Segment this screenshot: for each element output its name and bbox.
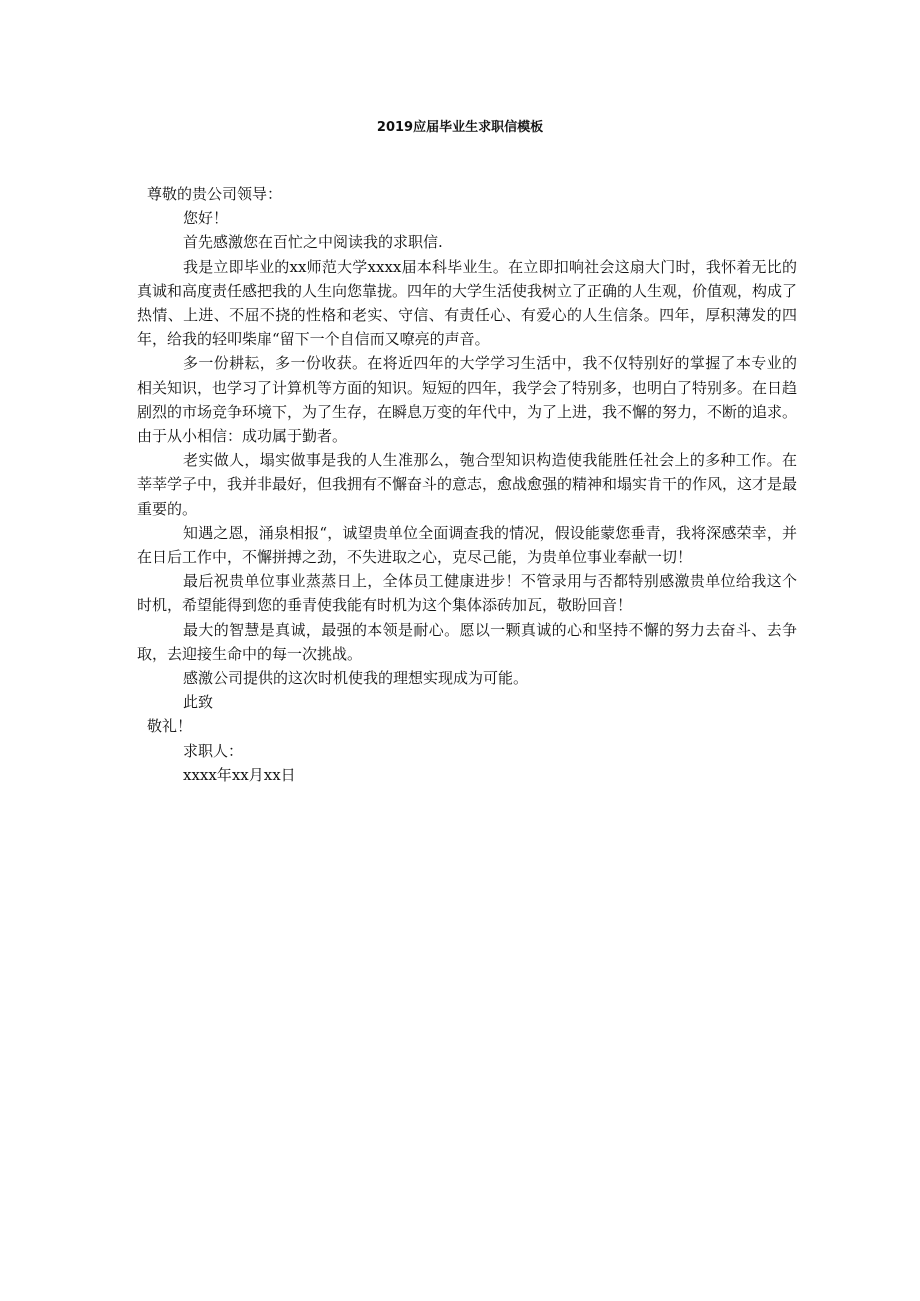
document-title: 2019应届毕业生求职信模板 <box>376 120 544 135</box>
closing-jingli: 敬礼！ <box>147 717 193 736</box>
paragraph-4: 老实做人，塌实做事是我的人生准那么，匏合型知识构造使我能胜任社会上的多种工作。在莘莘学子中，我并非最好，但我拥有不懈奋斗的意志，愈战愈强的精神和塌实肯干的作风，这才是最重要的。 <box>137 451 798 518</box>
paragraph-2: 我是立即毕业的xx师范大学xxxx届本科毕业生。在立即扣响社会这扇大门时，我怀着无比的真诚和高度责任感把我的人生向您靠拢。四年的大学生活使我树立了正确的人生观，价值观，构成了热情、上进、不屈不挠的性格和老实、守信、有责任心、有爱心的人生信条。四年，厚积薄发的四年，给我的轻叩柴扉“留下一个自信而又嘹亮的声音。 <box>137 257 798 349</box>
letter-date: xxxx年xx月xx日 <box>183 765 296 784</box>
closing-cizhi: 此致 <box>183 693 214 712</box>
paragraph-7: 最大的智慧是真诚，最强的本领是耐心。愿以一颗真诚的心和坚持不懈的努力去奋斗、去争取，去迎接生命中的每一次挑战。 <box>137 620 797 663</box>
letter-body <box>137 182 797 787</box>
signature-label: 求职人： <box>183 741 244 760</box>
salutation: 尊敬的贵公司领导： <box>147 185 283 203</box>
paragraph-8: 感激公司提供的这次时机使我的理想实现成为可能。 <box>183 669 529 688</box>
paragraph-6: 最后祝贵单位事业蒸蒸日上，全体员工健康进步！不管录用与否都特别感激贵单位给我这个时机，希望能得到您的垂青使我能有时机为这个集体添砖加瓦，敬盼回音！ <box>137 572 797 615</box>
paragraph-1: 首先感激您在百忙之中阅读我的求职信. <box>183 233 443 252</box>
paragraph-5: 知遇之恩，涌泉相报“，诚望贵单位全面调查我的情况，假设能蒙您垂青，我将深感荣幸，并在日后工作中，不懈拼搏之劲，不失进取之心，克尽己能，为贵单位事业奉献一切！ <box>137 523 797 567</box>
greeting: 您好！ <box>183 209 229 228</box>
paragraph-3: 多一份耕耘，多一份收获。在将近四年的大学学习生活中，我不仅特别好的掌握了本专业的相关知识，也学习了计算机等方面的知识。短短的四年，我学会了特别多，也明白了特别多。在日趋剧烈的市场竞争环境下，为了生存，在瞬息万变的年代中，为了上进，我不懈的努力，不断的追求。由于从小相信：成功属于勤者。 <box>137 354 798 446</box>
